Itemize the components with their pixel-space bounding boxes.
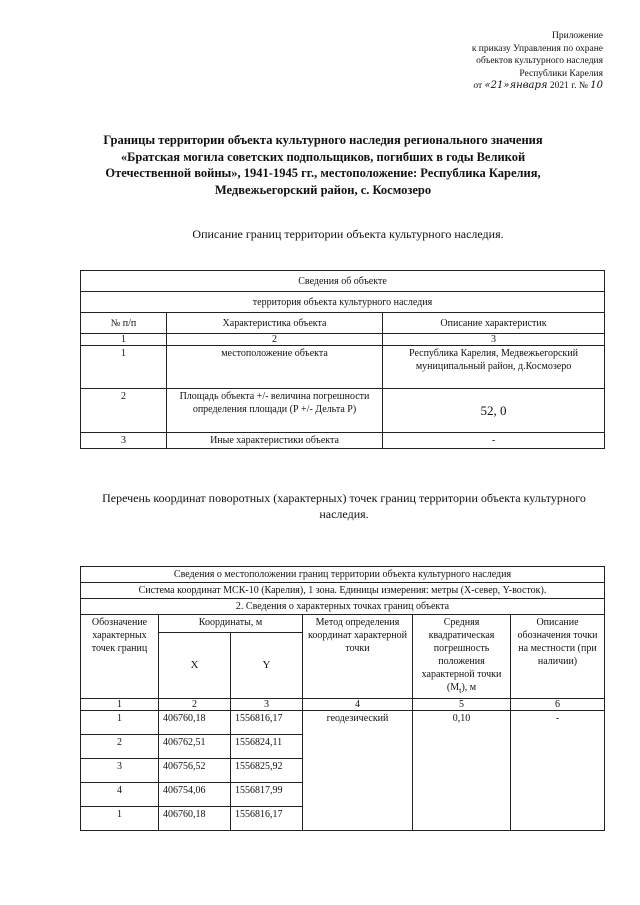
row-number: 3 [81,433,167,449]
error-cell: 0,10 [413,711,511,831]
table-header: 2. Сведения о характерных точках границ объекта [81,599,605,615]
row-number: 1 [81,346,167,389]
column-header: Описание обозначения точки на местности (при наличии) [511,615,605,699]
row-characteristic: Иные характеристики объекта [167,433,383,449]
appendix-line: Приложение [552,31,603,41]
point-id: 1 [81,711,159,735]
table-header: Система координат МСК-10 (Карелия), 1 зона. Единицы измерения: метры (X-север, Y-восток). [81,583,605,599]
point-id: 3 [81,759,159,783]
column-number: 2 [167,334,383,346]
point-x: 406760,18 [159,711,231,735]
point-id: 4 [81,783,159,807]
point-y: 1556825,92 [231,759,303,783]
error-header-text: Средняя квадратическая погрешность положения характерной точки (M [421,617,502,693]
description-title: Описание границ территории объекта культурного наследия. [192,227,504,241]
point-y: 1556816,17 [231,807,303,831]
row-description: Республика Карелия, Медвежьегорский муниципальный район, д.Космозеро [383,346,605,389]
point-x: 406754,06 [159,783,231,807]
point-x: 406756,52 [159,759,231,783]
column-header: Метод определения координат характерной точки [303,615,413,699]
point-id: 2 [81,735,159,759]
date-day: «21» [484,80,510,91]
column-number: 5 [413,699,511,711]
date-year: 2021 г. № [549,81,588,91]
table-header: территория объекта культурного наследия [81,292,605,313]
column-number: 1 [81,334,167,346]
column-header-x: X [159,633,231,699]
row-description: - [383,433,605,449]
order-number: 10 [590,80,603,91]
point-y: 1556824,11 [231,735,303,759]
row-characteristic: Площадь объекта +/- величина погрешности определения площади (Р +/- Дельта Р) [167,389,383,433]
column-number: 2 [159,699,231,711]
column-header: Описание характеристик [383,313,605,334]
appendix-block [373,30,603,93]
column-header-y: Y [231,633,303,699]
point-y: 1556816,17 [231,711,303,735]
column-number: 3 [383,334,605,346]
column-header: Координаты, м [159,615,303,633]
description-cell: - [511,711,605,831]
point-x: 406762,51 [159,735,231,759]
column-header: Характеристика объекта [167,313,383,334]
appendix-line: объектов культурного наследия [476,56,603,66]
table-header: Сведения об объекте [81,271,605,292]
point-y: 1556817,99 [231,783,303,807]
column-header: № п/п [81,313,167,334]
document-title: Границы территории объекта культурного наследия регионального значения «Братская могила советских подпольщиков, погибших в годы Великой Отечественной войны», 1941-1945 гг., местоположение: Республика Карелия, Медвежьегорский район, с. Космозеро [103,133,543,197]
row-description: 52, 0 [383,389,605,433]
table-header: Сведения о местоположении границ территории объекта культурного наследия [81,567,605,583]
column-number: 1 [81,699,159,711]
row-characteristic: местоположение объекта [167,346,383,389]
appendix-date [373,80,603,93]
column-header: Обозначение характерных точек границ [81,615,159,699]
column-number: 3 [231,699,303,711]
column-header [413,615,511,699]
row-number: 2 [81,389,167,433]
point-id: 1 [81,807,159,831]
date-month: января [509,80,548,91]
error-header-sub: t [459,686,462,695]
coordinates-table [80,566,605,831]
column-number: 4 [303,699,413,711]
date-prefix: от [473,81,483,91]
point-x: 406760,18 [159,807,231,831]
error-header-end: ), м [461,682,477,693]
coordinates-title: Перечень координат поворотных (характерных) точек границ территории объекта культурного наследия. [102,491,586,521]
method-cell: геодезический [303,711,413,831]
column-number: 6 [511,699,605,711]
object-info-table [80,270,605,449]
appendix-line: Республики Карелия [519,68,603,79]
appendix-line: к приказу Управления по охране [471,43,603,54]
